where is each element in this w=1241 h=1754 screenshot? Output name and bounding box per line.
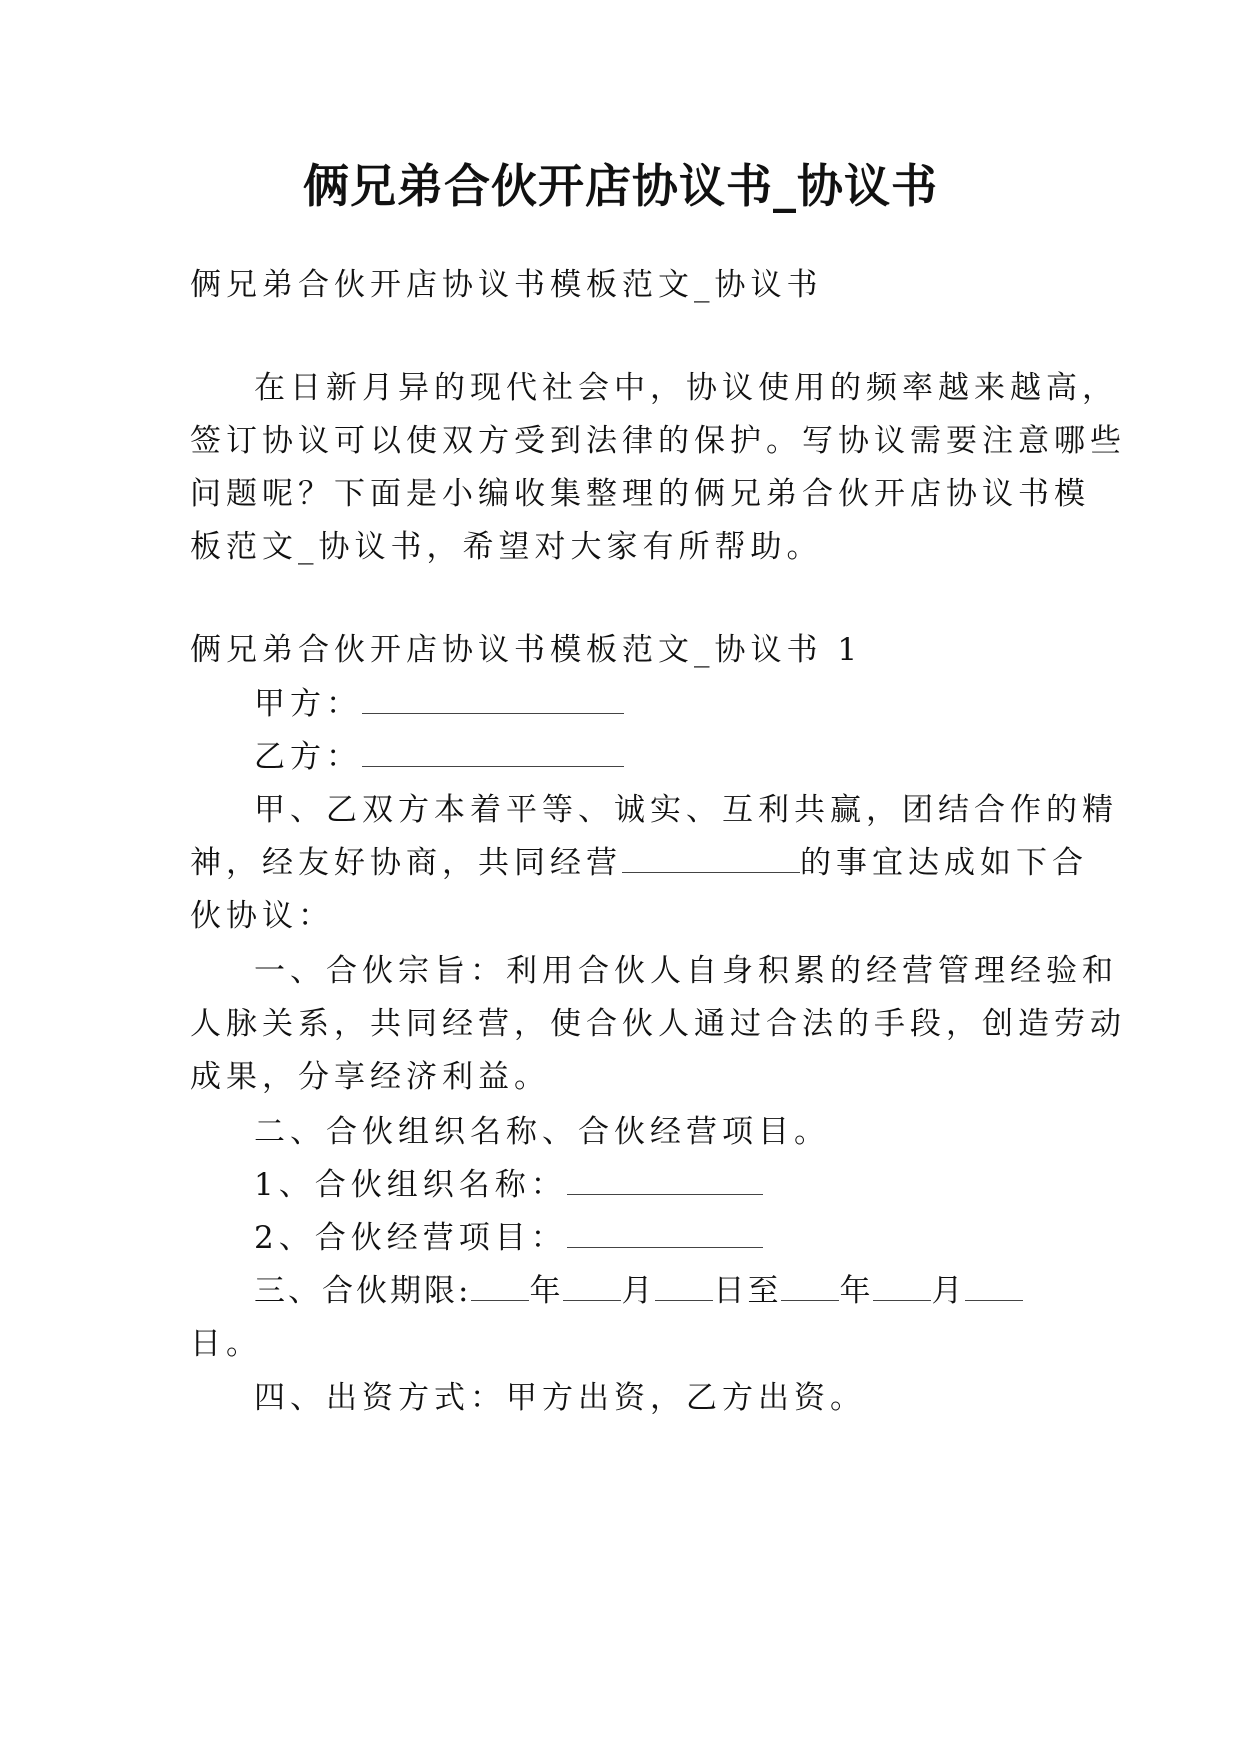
org-name-label: 1、合伙组织名称：	[254, 1167, 567, 1203]
document-title: 俩兄弟合伙开店协议书_协议书	[303, 159, 938, 213]
term-year-1: 年	[529, 1273, 564, 1309]
spirit-line-2-text: 神，经友好协商，共同经营	[190, 845, 622, 881]
business-item-blank	[567, 1219, 763, 1248]
intro-line-2: 签订协议可以使双方受到法律的保护。写协议需要注意哪些	[190, 423, 1126, 459]
party-a-blank	[362, 685, 624, 714]
intro-line-4: 板范文_协议书，希望对大家有所帮助。	[190, 529, 823, 565]
intro-line-1: 在日新月异的现代社会中，协议使用的频率越来越高，	[254, 370, 1118, 406]
term-line	[254, 1271, 1023, 1311]
org-name-line	[254, 1165, 763, 1205]
purpose-line-1: 一、合伙宗旨：利用合伙人自身积累的经营管理经验和	[254, 953, 1118, 989]
spirit-line-1: 甲、乙双方本着平等、诚实、互利共赢，团结合作的精	[254, 792, 1118, 828]
party-a-line	[254, 684, 624, 724]
capital-line: 四、出资方式：甲方出资，乙方出资。	[254, 1380, 866, 1416]
document-subtitle: 俩兄弟合伙开店协议书模板范文_协议书	[190, 267, 823, 303]
term-end-day-blank	[965, 1272, 1023, 1301]
party-b-line	[254, 737, 624, 777]
business-item-label: 2、合伙经营项目：	[254, 1220, 567, 1256]
item-two-heading: 二、合伙组织名称、合伙经营项目。	[254, 1114, 830, 1150]
term-end: 日。	[190, 1326, 262, 1362]
term-month-2: 月	[931, 1273, 966, 1309]
party-b-blank	[362, 738, 624, 767]
section-heading: 俩兄弟合伙开店协议书模板范文_协议书 1	[190, 632, 863, 668]
term-year-2: 年	[839, 1273, 874, 1309]
purpose-line-3: 成果，分享经济利益。	[190, 1059, 550, 1095]
term-end-year-blank	[781, 1272, 839, 1301]
business-item-line	[254, 1218, 763, 1258]
party-b-label: 乙方：	[254, 739, 362, 775]
term-start-month-blank	[563, 1272, 621, 1301]
intro-line-3: 问题呢？下面是小编收集整理的俩兄弟合伙开店协议书模	[190, 476, 1090, 512]
party-a-label: 甲方：	[254, 686, 362, 722]
spirit-line-2-tail: 的事宜达成如下合	[800, 845, 1088, 881]
spirit-line-3: 伙协议：	[190, 898, 334, 934]
org-name-blank	[567, 1166, 763, 1195]
term-month-1: 月	[621, 1273, 656, 1309]
term-end-month-blank	[873, 1272, 931, 1301]
term-start-year-blank	[471, 1272, 529, 1301]
business-blank	[622, 844, 800, 873]
term-day-to: 日至	[713, 1273, 782, 1309]
term-label: 三、合伙期限:	[254, 1273, 472, 1309]
term-start-day-blank	[655, 1272, 713, 1301]
spirit-line-2	[190, 843, 1088, 883]
purpose-line-2: 人脉关系，共同经营，使合伙人通过合法的手段，创造劳动	[190, 1006, 1126, 1042]
